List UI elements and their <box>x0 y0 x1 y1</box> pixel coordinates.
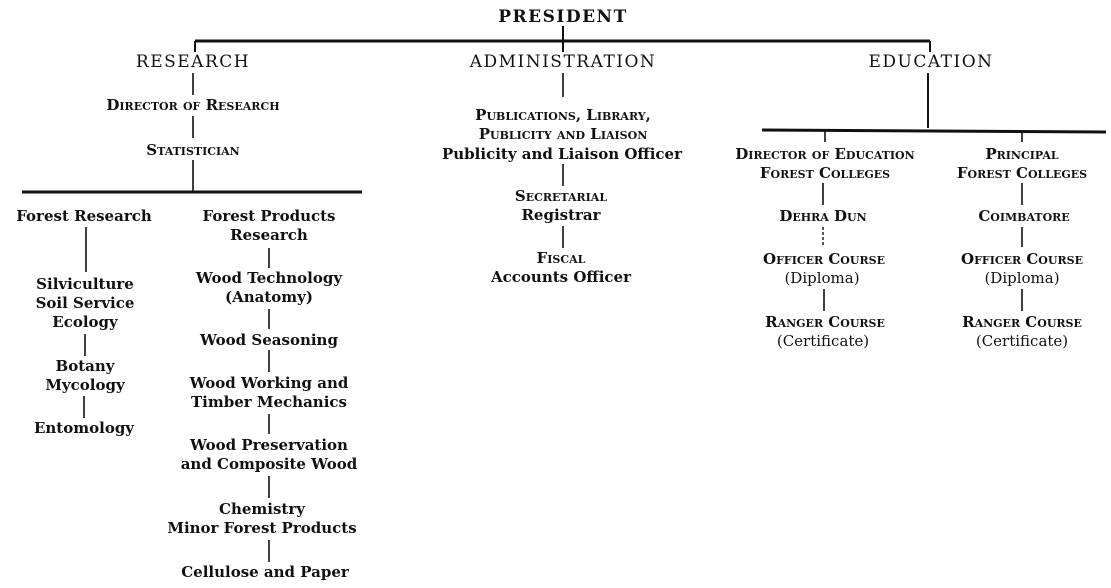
director-of-research: Director of Research <box>106 96 280 114</box>
dehra-officer-award: (Diploma) <box>784 269 860 287</box>
forest-products-item-1: Wood Technology (Anatomy) <box>195 269 343 306</box>
president-node: PRESIDENT <box>498 7 628 27</box>
education-header: EDUCATION <box>868 52 994 72</box>
dehra-officer-course: Officer Course <box>763 250 885 268</box>
publicity-officer: Publicity and Liaison Officer <box>442 145 682 163</box>
forest-products-item-5: Chemistry Minor Forest Products <box>167 500 357 537</box>
forest-products-item-6: Cellulose and Paper <box>181 563 349 581</box>
publications-node: Publications, Library, Publicity and Liaison <box>475 106 651 143</box>
coimbatore-officer-award: (Diploma) <box>984 269 1060 287</box>
coimbatore-officer-course: Officer Course <box>961 250 1083 268</box>
registrar: Registrar <box>521 206 601 224</box>
coimbatore-ranger-course: Ranger Course <box>962 313 1082 331</box>
accounts-officer: Accounts Officer <box>491 268 631 286</box>
forest-research-item-3: Entomology <box>33 419 135 437</box>
secretarial: Secretarial <box>514 187 608 205</box>
forest-research-title: Forest Research <box>16 207 152 225</box>
forest-products-item-2: Wood Seasoning <box>200 331 338 349</box>
forest-products-title: Forest Products Research <box>202 207 336 244</box>
forest-research-item-1: Silviculture Soil Service Ecology <box>35 275 135 331</box>
principal: Principal Forest Colleges <box>956 145 1088 182</box>
administration-header: ADMINISTRATION <box>469 52 657 72</box>
director-of-education: Director of Education Forest Colleges <box>735 145 915 182</box>
fiscal: Fiscal <box>536 249 586 267</box>
dehra-ranger-award: (Certificate) <box>776 332 870 350</box>
education-bar <box>762 130 1106 132</box>
forest-products-item-3: Wood Working and Timber Mechanics <box>189 374 349 411</box>
statistician: Statistician <box>146 141 240 159</box>
dehra-ranger-course: Ranger Course <box>765 313 885 331</box>
forest-research-item-2: Botany Mycology <box>45 357 125 394</box>
dehra-dun: Dehra Dun <box>779 207 867 225</box>
research-header: RESEARCH <box>135 52 251 72</box>
coimbatore: Coimbatore <box>978 207 1070 225</box>
coimbatore-ranger-award: (Certificate) <box>975 332 1069 350</box>
forest-products-item-4: Wood Preservation and Composite Wood <box>180 436 358 473</box>
